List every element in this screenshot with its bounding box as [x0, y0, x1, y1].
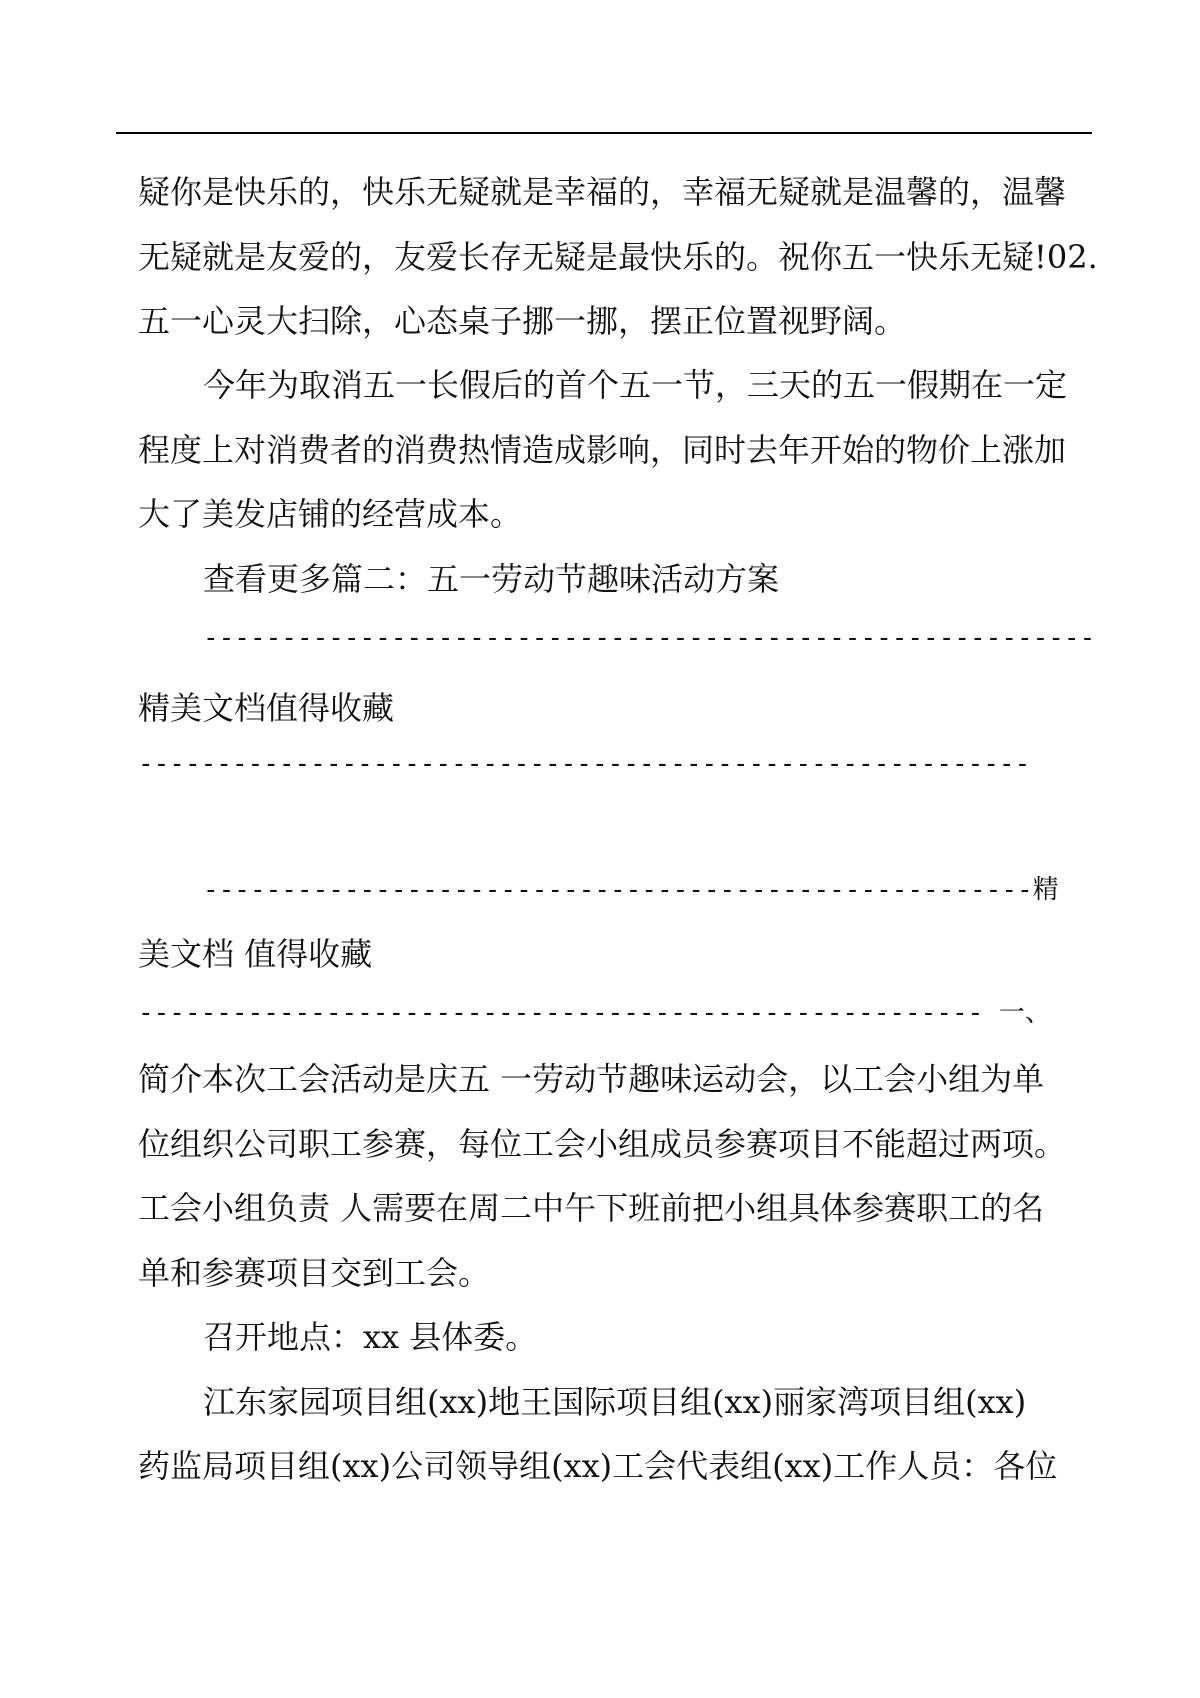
dashed-separator-with-heading: ------------------------------------------------------ 一、 [138, 998, 1051, 1028]
body-line: 药监局项目组(xx)公司领导组(xx)工会代表组(xx)工作人员：各位 [138, 1447, 1058, 1485]
dashed-separator-with-text: -----------------------------------------------------精 [203, 875, 1059, 905]
watermark-text: 美文档 值得收藏 [138, 935, 373, 973]
body-line: 疑你是快乐的，快乐无疑就是幸福的，幸福无疑就是温馨的，温馨 [138, 173, 1067, 211]
body-line: 无疑就是友爱的，友爱长存无疑是最快乐的。祝你五一快乐无疑!02. [138, 238, 1098, 276]
body-line: 工会小组负责 人需要在周二中午下班前把小组具体参赛职工的名 [138, 1189, 1045, 1227]
body-line: 五一心灵大扫除，心态桌子挪一挪，摆正位置视野阔。 [138, 302, 907, 340]
dashed-separator: --------------------------------------------------------- [138, 749, 1031, 779]
body-line: 位组织公司职工参赛，每位工会小组成员参赛项目不能超过两项。 [138, 1125, 1067, 1163]
body-line: 简介本次工会活动是庆五 一劳动节趣味运动会，以工会小组为单 [138, 1060, 1045, 1098]
watermark-text: 精美文档值得收藏 [138, 689, 395, 727]
body-line: 今年为取消五一长假后的首个五一节，三天的五一假期在一定 [203, 366, 1068, 404]
body-line: 程度上对消费者的消费热情造成影响，同时去年开始的物价上涨加 [138, 431, 1067, 469]
body-line: 江东家园项目组(xx)地王国际项目组(xx)丽家湾项目组(xx) [203, 1383, 1027, 1421]
section-link: 查看更多篇二：五一劳动节趣味活动方案 [203, 560, 780, 598]
dashed-separator: --------------------------------------------------------- [203, 623, 1096, 653]
header-rule [116, 132, 1092, 134]
body-line: 大了美发店铺的经营成本。 [138, 495, 523, 533]
body-line: 召开地点：xx 县体委。 [203, 1318, 538, 1356]
body-line: 单和参赛项目交到工会。 [138, 1254, 491, 1292]
